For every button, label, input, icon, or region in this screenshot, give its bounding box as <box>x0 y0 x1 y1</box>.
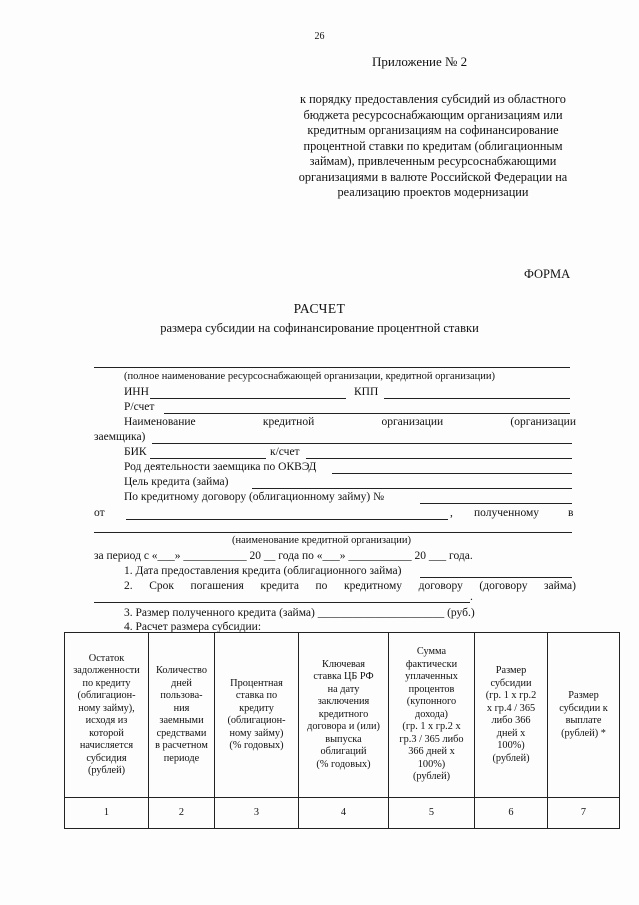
subsidy-calculation-table <box>64 632 620 829</box>
bik-label: БИК <box>124 446 147 458</box>
from-label: от <box>94 507 105 519</box>
name-word-1: Наименование <box>124 416 196 428</box>
col-header-3: Процентная ставка по кредиту (облигацион- ному займу) (% годовых) <box>215 633 299 798</box>
table-number-row <box>65 798 620 829</box>
comma: , <box>450 507 453 519</box>
item-2-period: . <box>470 591 473 603</box>
col-number-5: 5 <box>389 798 475 829</box>
col-header-5: Сумма фактически уплаченных процентов (купонного дохода) (гр. 1 х гр.2 х гр.3 / 365 либо 366 дней х 100%) (рублей) <box>389 633 475 798</box>
bank-name-row <box>124 415 576 429</box>
appendix-title: Приложение № 2 <box>372 54 468 69</box>
agreement-number-line[interactable] <box>420 503 572 504</box>
col-number-7: 7 <box>548 798 620 829</box>
item-3-label: 3. Размер полученного кредита (займа) ______________________ (руб.) <box>124 607 475 619</box>
col-number-4: 4 <box>299 798 389 829</box>
name-word-4: (организации <box>510 416 576 428</box>
bank-hint: (наименование кредитной организации) <box>232 535 411 546</box>
corr-account-label: к/счет <box>270 446 300 458</box>
col-header-6: Размер субсидии (гр. 1 х гр.2 х гр.4 / 365 либо 366 дней х 100%) (рублей) <box>475 633 548 798</box>
kpp-line[interactable] <box>384 398 570 399</box>
appendix-body: к порядку предоставления субсидий из областного бюджета ресурсоснабжающим организациям или кредитным организациям на софинансирование процентной ставки по кредитам (облигационным займам), привлеченным ресурсоснабжающими организациями в валюте Российской Федерации на реализацию проектов модернизации <box>298 92 568 199</box>
item-2-word-6: кредитному <box>343 580 403 592</box>
col-header-1: Остаток задолженности по кредиту (облигацион- ному займу), исходя из которой начисляется субсидия (рублей) <box>65 633 149 798</box>
document-subtitle: размера субсидии на софинансирование процентной ставки <box>160 321 479 335</box>
corr-account-line[interactable] <box>306 458 572 459</box>
org-name-hint: (полное наименование ресурсоснабжающей организации, кредитной организации) <box>124 371 495 382</box>
account-line[interactable] <box>164 413 570 414</box>
agreement-date-line[interactable] <box>126 519 448 520</box>
borrower-label: заемщика) <box>94 431 146 443</box>
org-name-line[interactable] <box>94 367 570 368</box>
name-word-3: организации <box>381 416 444 428</box>
purpose-label: Цель кредита (займа) <box>124 476 229 488</box>
document-title: РАСЧЕТ <box>293 301 346 316</box>
form-label: ФОРМА <box>524 267 571 281</box>
col-header-7: Размер субсидии к выплате (рублей) * <box>548 633 620 798</box>
item-1-line[interactable] <box>420 577 572 578</box>
item-2-word-5: по <box>315 580 328 592</box>
col-number-6: 6 <box>475 798 548 829</box>
item-2-row <box>124 579 576 593</box>
inn-label: ИНН <box>124 386 149 398</box>
col-header-4: Ключевая ставка ЦБ РФ на дату заключения кредитного договора и (или) выпуска облигаций (% годовых) <box>299 633 389 798</box>
kpp-label: КПП <box>354 386 379 398</box>
col-header-2: Количество дней пользова- ния заемными средствами в расчетном периоде <box>149 633 215 798</box>
received-label: полученному <box>474 507 539 519</box>
item-2-word-2: Срок <box>149 580 174 592</box>
okved-label: Род деятельности заемщика по ОКВЭД <box>124 461 317 473</box>
page-number: 26 <box>314 31 325 42</box>
item-4-label: 4. Расчет размера субсидии: <box>124 621 262 633</box>
col-number-1: 1 <box>65 798 149 829</box>
bank-line[interactable] <box>94 532 572 533</box>
col-number-2: 2 <box>149 798 215 829</box>
name-word-2: кредитной <box>262 416 315 428</box>
bik-line[interactable] <box>150 458 266 459</box>
agreement-label: По кредитному договору (облигационному займу) № <box>124 491 385 503</box>
item-1-label: 1. Дата предоставления кредита (облигационного займа) <box>124 565 402 577</box>
item-2-word-7: договору <box>418 580 463 592</box>
borrower-line[interactable] <box>152 443 572 444</box>
item-2-word-9: займа) <box>544 580 576 592</box>
table-header-row <box>65 633 620 798</box>
account-label: Р/счет <box>124 401 155 413</box>
in-label: в <box>568 507 574 519</box>
item-2-word-1: 2. <box>124 580 133 592</box>
item-2-word-8: (договору <box>479 580 528 592</box>
item-2-word-3: погашения <box>190 580 244 592</box>
okved-line[interactable] <box>332 473 572 474</box>
period-line: за период с «___» ___________ 20 __ года по «___» ___________ 20 ___ года. <box>94 550 473 562</box>
inn-line[interactable] <box>150 398 346 399</box>
item-2-word-4: кредита <box>260 580 299 592</box>
item-2-line[interactable] <box>94 602 470 603</box>
purpose-line[interactable] <box>252 488 572 489</box>
col-number-3: 3 <box>215 798 299 829</box>
